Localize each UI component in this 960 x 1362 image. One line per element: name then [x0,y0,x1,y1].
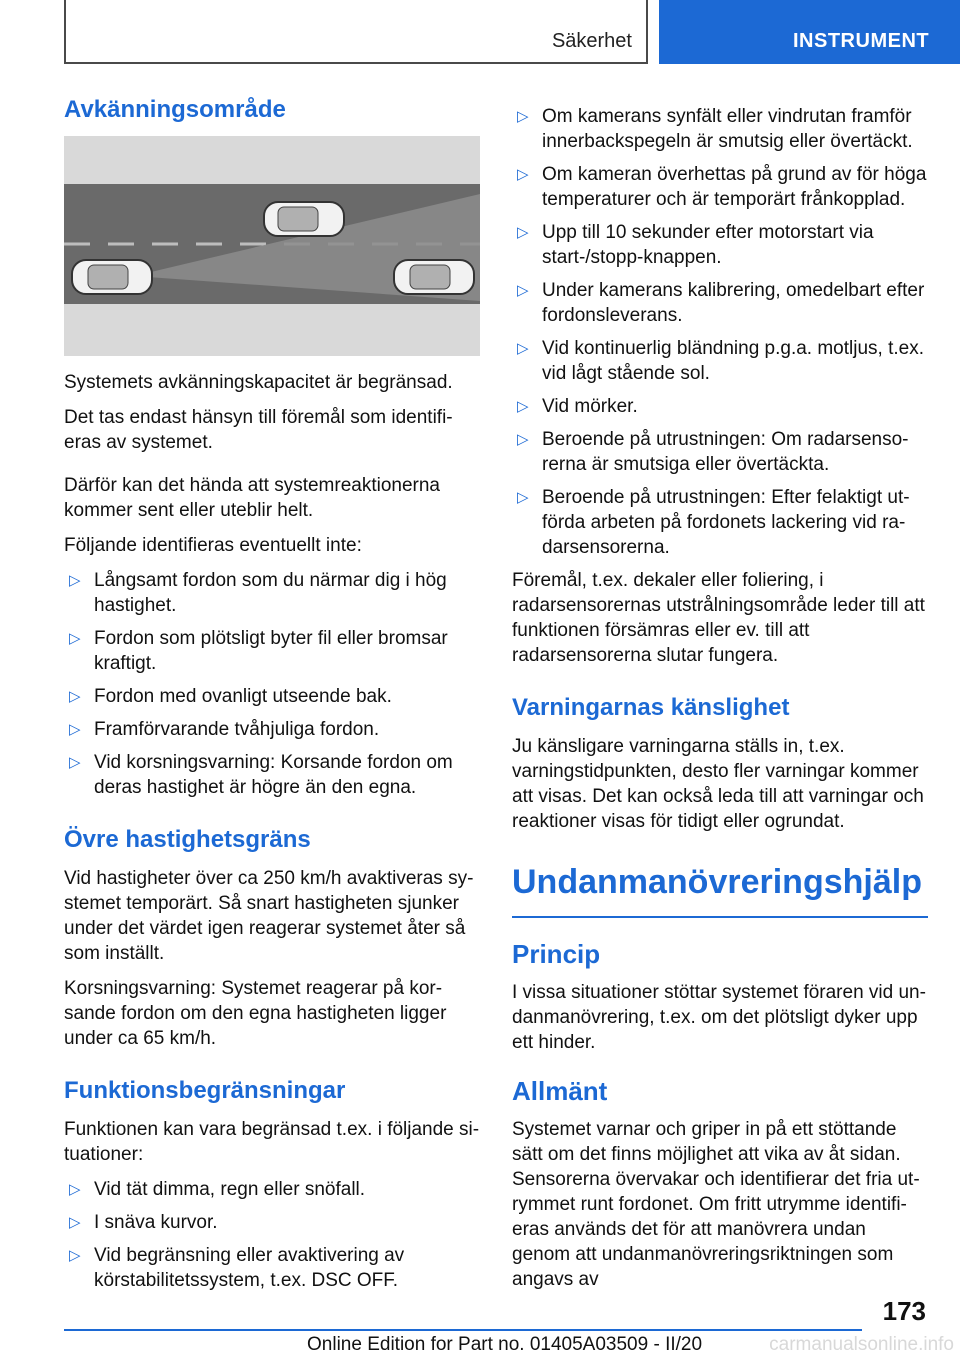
list-item: ▷ Fordon som plötsligt byter fil eller bromsar kraftigt. [69,628,448,674]
heading-upper-speed-limit: Övre hastighetsgräns [64,826,311,853]
car-ahead-icon [264,202,344,236]
left-column [64,96,480,1301]
triangle-bullet-icon: ▷ [69,688,81,705]
triangle-bullet-icon: ▷ [69,572,81,589]
paragraph: Ju känsligare varningarna ställs in, t.ex. varningstidpunkten, desto fler varningar kommer att visas. Det kan också leda till att varningar och reaktioner visas för tidigt eller ogrundat. [512,736,924,832]
triangle-bullet-icon: ▷ [69,630,81,647]
limits-list-continued [512,104,928,560]
header-chapter-title: INSTRUMENT [793,30,930,52]
paragraph: Funktionen kan vara begränsad t.ex. i följande situationer: [64,1119,480,1165]
list-item: ▷ Vid kontinuerlig bländning p.g.a. motljus, t.ex. vid lågt stående sol. [517,338,924,384]
paragraph: Vid hastigheter över ca 250 km/h avaktiveras systemet temporärt. Så snart hastigheten sjunker under det värdet igen reagerar systemet åter så som inställt. [64,868,474,964]
car-far-icon [394,260,474,294]
watermark: carmanualsonline.info [769,1334,954,1355]
triangle-bullet-icon: ▷ [517,224,529,241]
list-item: ▷ Beroende på utrustningen: Efter felaktigt utförda arbeten på fordonets lackering vid radarsensorerna. [517,487,910,558]
triangle-bullet-icon: ▷ [69,721,81,738]
list-item: ▷ Vid begränsning eller avaktivering av körstabilitetssystem, t.ex. DSC OFF. [69,1245,405,1291]
list-item: ▷ Om kameran överhettas på grund av för höga temperaturer och är temporärt frånkopplad. [517,164,927,210]
list-item: ▷ Långsamt fordon som du närmar dig i hög hastighet. [69,570,447,616]
triangle-bullet-icon: ▷ [517,398,529,415]
list-item: ▷ I snäva kurvor. [69,1212,218,1233]
triangle-bullet-icon: ▷ [69,754,81,771]
list-item: ▷ Under kamerans kalibrering, omedelbart efter fordonsleverans. [517,280,925,326]
paragraph: Systemets avkänningskapacitet är begränsad. [64,372,453,393]
triangle-bullet-icon: ▷ [69,1247,81,1264]
header-chapter-tab[interactable] [659,0,960,64]
undetected-list [64,568,480,800]
list-item: ▷ Beroende på utrustningen: Om radarsensorerna är smutsiga eller övertäckta. [517,429,909,475]
heading-warning-sensitivity: Varningarnas känslighet [512,694,790,721]
triangle-bullet-icon: ▷ [69,1181,81,1198]
paragraph: Det tas endast hänsyn till föremål som identifieras av systemet. [64,407,453,453]
triangle-bullet-icon: ▷ [517,431,529,448]
heading-general: Allmänt [512,1076,608,1106]
list-item: ▷ Om kamerans synfält eller vindrutan framför innerbackspegeln är smutsig eller övertäckt. [517,106,913,152]
triangle-bullet-icon: ▷ [69,1214,81,1231]
list-item: ▷ Vid tät dimma, regn eller snöfall. [69,1179,366,1200]
list-item: ▷ Vid korsningsvarning: Korsande fordon om deras hastighet är högre än den egna. [69,752,453,798]
paragraph: Systemet varnar och griper in på ett stöttande sätt om det finns möjlighet att vika av åt sidan. Sensorerna övervakar och identifierar det fria utrymmet runt fordonet. Om fritt utrymme identifieras används det för att manövrera undan genom att undanmanövreringsriktningen som angavs av [512,1119,920,1290]
footer-divider [64,1329,862,1331]
detection-area-illustration [64,136,480,356]
list-item: ▷ Upp till 10 sekunder efter motorstart via start-/stopp-knappen. [517,222,874,268]
heading-evasion-assistant: Undanmanövreringshjälp [512,860,928,918]
triangle-bullet-icon: ▷ [517,489,529,506]
right-column [512,104,928,1302]
triangle-bullet-icon: ▷ [517,166,529,183]
paragraph: Korsningsvarning: Systemet reagerar på korsande fordon om den egna hastigheten ligger under ca 65 km/h. [64,978,447,1049]
page-number: 173 [882,1296,926,1326]
list-item: ▷ Vid mörker. [517,396,638,417]
heading-detection-area: Avkänningsområde [64,96,286,123]
triangle-bullet-icon: ▷ [517,108,529,125]
header-section-title: Säkerhet [551,30,632,52]
list-item: ▷ Framförvarande tvåhjuliga fordon. [69,719,380,740]
header-section-box [64,0,648,64]
road-diagram-svg [64,136,480,356]
footer-edition: Online Edition for Part no. 01405A03509 - II/20 [307,1334,703,1355]
car-rear-icon [72,260,152,294]
paragraph: Föremål, t.ex. dekaler eller foliering, i radarsensorernas utstrålningsområde leder till att funktionen försämras eller ev. till att radarsensorerna slutar fungera. [512,570,925,666]
paragraph: Följande identifieras eventuellt inte: [64,535,362,556]
paragraph: I vissa situationer stöttar systemet föraren vid undanmanövrering, t.ex. om det plötsligt dyker upp ett hinder. [512,982,926,1053]
triangle-bullet-icon: ▷ [517,282,529,299]
paragraph: Därför kan det hända att systemreaktionerna kommer sent eller uteblir helt. [64,475,440,521]
triangle-bullet-icon: ▷ [517,340,529,357]
heading-principle: Princip [512,939,601,969]
limits-list [64,1177,480,1293]
list-item: ▷ Fordon med ovanligt utseende bak. [69,686,392,707]
heading-function-limits: Funktionsbegränsningar [64,1077,346,1104]
